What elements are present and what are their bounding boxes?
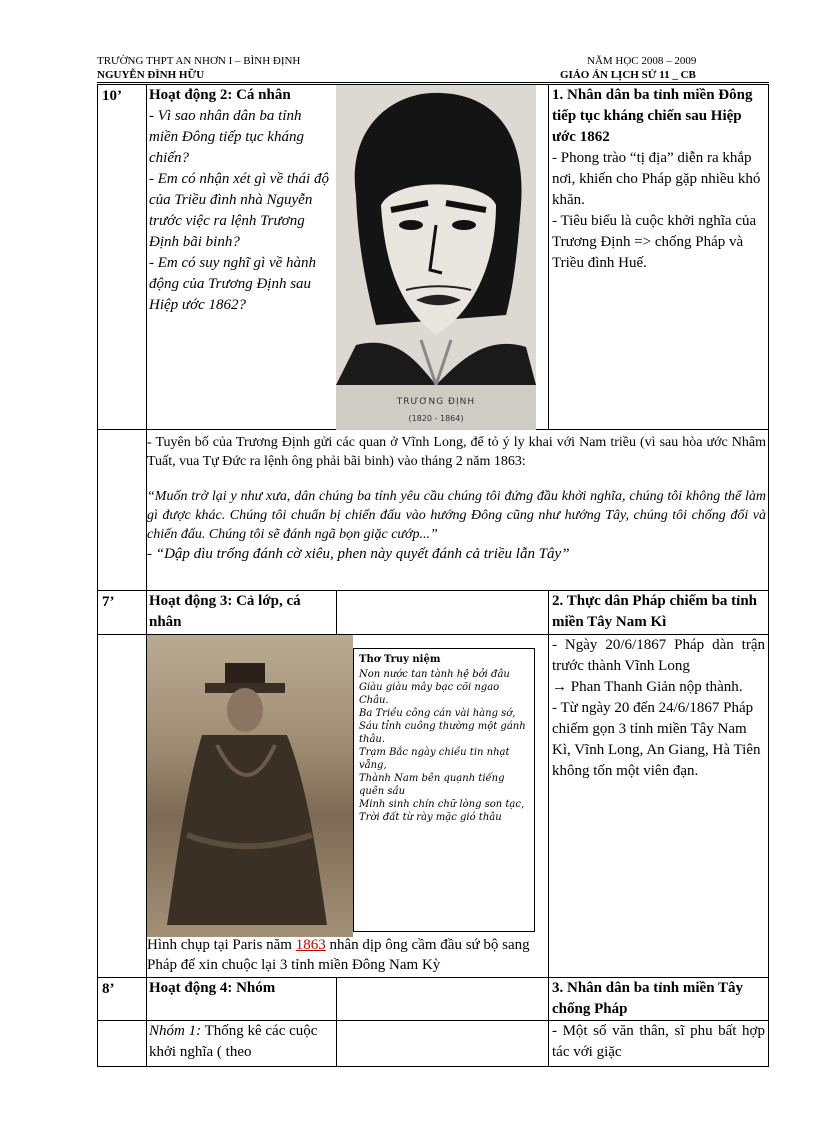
memorial-poem-box — [353, 648, 535, 932]
content-item: - Tiêu biểu là cuộc khởi nghĩa của Trương Định => chống Pháp và Triều đình Huế. — [552, 213, 757, 271]
poem-line: Sáu tỉnh cuông thường một gánh thâu. — [359, 721, 526, 745]
year-link[interactable]: 1863 — [295, 937, 326, 953]
poem-line: Non nước tan tành hệ bởi đâu — [359, 669, 510, 680]
time-cell: 8’ — [102, 981, 115, 997]
question-item: - Em có suy nghĩ gì về hành động của Trương Định sau Hiệp ước 1862? — [149, 255, 317, 313]
content-item: - Ngày 20/6/1867 Pháp dàn trận trước thành Vĩnh Long — [552, 637, 765, 674]
portrait-caption-years: (1820 - 1864) — [408, 414, 464, 423]
declaration-intro: - Tuyên bố của Trương Định gửi các quan ở Vĩnh Long, để tỏ ý ly khai với Nam triều (vì sau hòa ước Nhâm Tuất, vua Tự Đức ra lệnh ông phải bãi binh) vào tháng 2 năm 1863: — [147, 435, 766, 469]
question-item: - Vì sao nhân dân ba tỉnh miền Đông tiếp tục kháng chiến? — [149, 108, 304, 166]
content-title: 2. Thực dân Pháp chiếm ba tỉnh miền Tây Nam Kì — [548, 591, 768, 634]
content-title: 1. Nhân dân ba tỉnh miền Đông tiếp tục kháng chiến sau Hiệp ước 1862 — [552, 87, 753, 145]
question-item: - Em có nhận xét gì về thái độ của Triều đình nhà Nguyễn trước việc ra lệnh Trương Định bãi binh? — [149, 171, 329, 250]
content-cell — [548, 635, 768, 977]
phan-thanh-gian-photo — [147, 635, 353, 937]
content-cell — [548, 85, 768, 429]
portrait-cell — [336, 85, 548, 429]
poem-line: Minh sinh chín chữ lòng son tạc, — [359, 799, 525, 810]
subject-title: GIÁO ÁN LỊCH SỬ 11 _ CB — [560, 69, 696, 81]
folk-slogan: - “Dập dìu trống đánh cờ xiêu, phen này quyết đánh cả triều lẫn Tây” — [147, 546, 570, 562]
header-rule — [97, 82, 769, 83]
activity-title: Hoạt động 2: Cá nhân — [149, 87, 291, 103]
activity-title: Hoạt động 3: Cả lớp, cá nhân — [146, 591, 336, 634]
school-name: TRƯỜNG THPT AN NHƠN I – BÌNH ĐỊNH — [97, 55, 301, 67]
truong-dinh-portrait — [336, 85, 536, 430]
content-title: 3. Nhân dân ba tỉnh miền Tây chống Pháp — [548, 978, 768, 1020]
content-item: - Từ ngày 20 đến 24/6/1867 Pháp chiếm gọn 3 tỉnh miền Tây Nam Kì, Vĩnh Long, An Giang, Hà Tiên không tốn một viên đạn. — [552, 700, 761, 779]
school-year: NĂM HỌC 2008 – 2009 — [587, 55, 697, 67]
quote-cell — [146, 430, 768, 590]
poem-line: Ba Triều công cán vài hàng sớ, — [359, 708, 516, 719]
table-row — [97, 591, 769, 635]
time-cell: 10’ — [102, 88, 122, 104]
content-item: - Phong trào “tị địa” diễn ra khắp nơi, khiến cho Pháp gặp nhiều khó khăn. — [552, 150, 761, 208]
content-item: → Phan Thanh Giản nộp thành. — [552, 679, 743, 695]
portrait-drawing — [336, 85, 536, 430]
author-name: NGUYỄN ĐÌNH HỮU — [97, 69, 205, 81]
time-cell: 7’ — [102, 594, 115, 610]
poem-line: Giàu giàu mây bạc cõi ngao Châu. — [359, 682, 500, 706]
photo-caption: Hình chụp tại Paris năm 1863 nhân dịp ông cầm đầu sứ bộ sang Pháp để xin chuộc lại 3 tỉnh miền Đông Nam Kỳ — [147, 937, 530, 973]
declaration-quote: “Muốn trở lại y như xưa, dân chúng ba tỉnh yêu cầu chúng tôi đứng đầu khởi nghĩa, chúng tôi không thể làm gì được khác. Chúng tôi chuẩn bị chiến đấu vào hướng Đông cũng như hướng Tây, chúng tôi chống đối và chiến đấu. Chúng tôi sẽ đánh ngã bọn giặc cướp...” — [147, 489, 766, 542]
table-row — [97, 978, 769, 1021]
group-task: Nhóm 1: Thống kê các cuộc khởi nghĩa ( theo — [146, 1021, 336, 1066]
table-row — [97, 84, 769, 430]
table-row — [97, 635, 769, 978]
portrait-caption-name: TRƯƠNG ĐỊNH — [396, 397, 476, 407]
poem-line: Thành Nam bên quạnh tiếng quên sầu — [359, 773, 505, 797]
photo-cell — [146, 635, 548, 977]
table-row — [97, 1021, 769, 1067]
activity-title: Hoạt động 4: Nhóm — [146, 978, 336, 1020]
poem-line: Trời đất từ rày mặc gió thâu — [359, 812, 502, 823]
poem-line: Trạm Bắc ngày chiều tin nhạt vẵng, — [359, 747, 510, 771]
activity-cell — [146, 85, 336, 429]
poem-title: Thơ Truy niệm — [359, 654, 441, 665]
content-item: - Một số văn thân, sĩ phu bất hợp tác với giặc — [548, 1021, 768, 1066]
table-row — [97, 430, 769, 591]
